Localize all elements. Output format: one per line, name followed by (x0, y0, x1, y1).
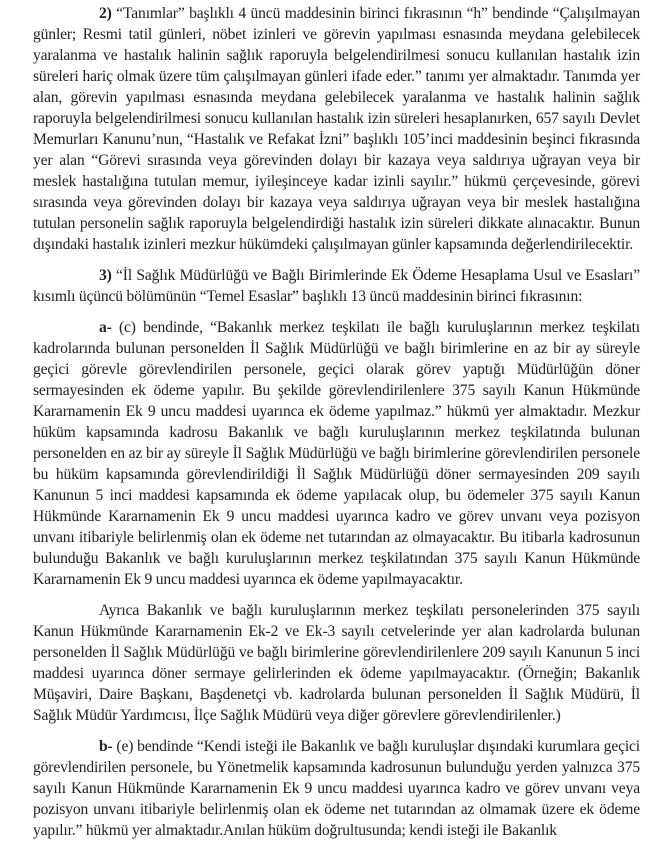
paragraph-text: (e) bendinde “Kendi isteği ile Bakanlık ve bağlı kuruluşlar dışındaki kurumlara geçici görevlendirilen personele, bu Yönetmelik kapsamında kadrosunun bulunduğu yerden yalnızca 375 sayılı Kanun Hükmünde Kararnamenin Ek 9 uncu maddesi uyarınca kadro ve görev unvanı veya pozisyon unvanı itibariyle belirlenmiş olan ek ödeme net tutarından az olmamak üzere ek ödeme yapılır.” hükmü yer almaktadır.Anılan hüküm doğrultusunda; kendi isteği ile Bakanlık (33, 738, 640, 839)
paragraph-marker: 2) (99, 5, 112, 22)
paragraph-item-2 (33, 3, 640, 255)
paragraph-marker: a- (99, 319, 112, 336)
paragraph-subitem-b (33, 736, 640, 841)
paragraph-marker: b- (99, 738, 113, 755)
paragraph-marker: 3) (99, 267, 112, 284)
paragraph-item-3 (33, 265, 640, 307)
paragraph-text: “Tanımlar” başlıklı 4 üncü maddesinin birinci fıkrasının “h” bendinde “Çalışılmayan günler; Resmi tatil günleri, nöbet izinleri ve görevin yapılması esnasında meydana gelebilecek yaralanma ve hastalık halinin sağlık raporuyla belgelendirilmesi sonucu kullanılan hastalık izin süreleri hariç olmak üzere tüm çalışılmayan günleri ifade eder.” tanımı yer almaktadır. Tanımda yer alan, görevin yapılması esnasında meydana gelebilecek yaralanma ve hastalık halinin sağlık raporuyla belgelendirilmesi sonucu kullanılan hastalık izin süreleri hesaplanırken, 657 sayılı Devlet Memurları Kanunu’nun, “Hastalık ve Refakat İzni” başlıklı 105’inci maddesinin beşinci fıkrasında yer alan “Görevi sırasında veya görevinden dolayı bir kazaya veya saldırıya uğrayan veya bir meslek hastalığına tutulan memur, iyileşinceye kadar izinli sayılır.” hükmü çerçevesinde, görevi sırasında veya görevinden dolayı bir kazaya veya saldırıya uğrayan veya bir meslek hastalığına tutulan personelin sağlık raporuyla belgelendirdiği hastalık izin süreleri dikkate alınacaktır. Bunun dışındaki hastalık izinleri mezkur hükümdeki çalışılmayan günler kapsamında değerlendirilecektir. (33, 5, 640, 253)
paragraph-text: “İl Sağlık Müdürlüğü ve Bağlı Birimlerinde Ek Ödeme Hesaplama Usul ve Esasları” kısımlı üçüncü bölümünün “Temel Esaslar” başlıklı 13 üncü maddesinin birinci fıkrasının: (33, 267, 640, 305)
document-page (33, 3, 640, 841)
paragraph-text: Ayrıca Bakanlık ve bağlı kuruluşlarının merkez teşkilatı personelerinden 375 sayılı Kanun Hükmünde Kararnamenin Ek-2 ve Ek-3 sayılı cetvelerinde yer alan kadrolarda bulunan personelden İl Sağlık Müdürlüğü ve bağlı birimlerine görevlendirilenlere 209 sayılı Kanunun 5 inci maddesi uyarınca döner sermaye gelirlerinden ek ödeme yapılmayacaktır. (Örneğin; Bakanlık Müşaviri, Daire Başkanı, Başdenetçi vb. kadrolarda bulunan personelden İl Sağlık Müdürü, İl Sağlık Müdür Yardımcısı, İlçe Sağlık Müdürü veya diğer görevlere görevlendirilenler.) (33, 602, 640, 724)
paragraph-text: (c) bendinde, “Bakanlık merkez teşkilatı ile bağlı kuruluşlarının merkez teşkilatı kadrolarında bulunan personelden İl Sağlık Müdürlüğü ve bağlı birimlerine en az bir ay süreyle geçici görevle görevlendirilen personele, geçici olarak görev yaptığı Müdürlüğün döner sermayesinden ek ödeme yapılır. Bu şekilde görevlendirilenlere 375 sayılı Kanun Hükmünde Kararnamenin Ek 9 uncu maddesi uyarınca ek ödeme yapılmaz.” hükmü yer almaktadır. Mezkur hüküm kapsamında kadrosu Bakanlık ve bağlı kuruluşlarının merkez teşkilatında bulunan personelden en az bir ay süreyle İl Sağlık Müdürlüğü ve bağlı birimlerine görevlendirilen personele bu hüküm kapsamında görevlendirildiği İl Sağlık Müdürlüğü döner sermayesinden 209 sayılı Kanunun 5 inci maddesi kapsamında ek ödeme yapılacak olup, bu ödemeler 375 sayılı Kanun Hükmünde Kararnamenin Ek 9 uncu maddesi uyarınca kadro ve görev unvanı veya pozisyon unvanı itibariyle belirlenmiş olan ek ödeme net tutarından az olmayacaktır. Bu itibarla kadrosunun bulunduğu Bakanlık ve bağlı kuruluşlarının merkez teşkilatından 375 sayılı Kanun Hükmünde Kararnamenin Ek 9 uncu maddesi uyarınca ek ödeme yapılmayacaktır. (33, 319, 640, 588)
paragraph-additional-note (33, 600, 640, 726)
paragraph-subitem-a (33, 317, 640, 590)
